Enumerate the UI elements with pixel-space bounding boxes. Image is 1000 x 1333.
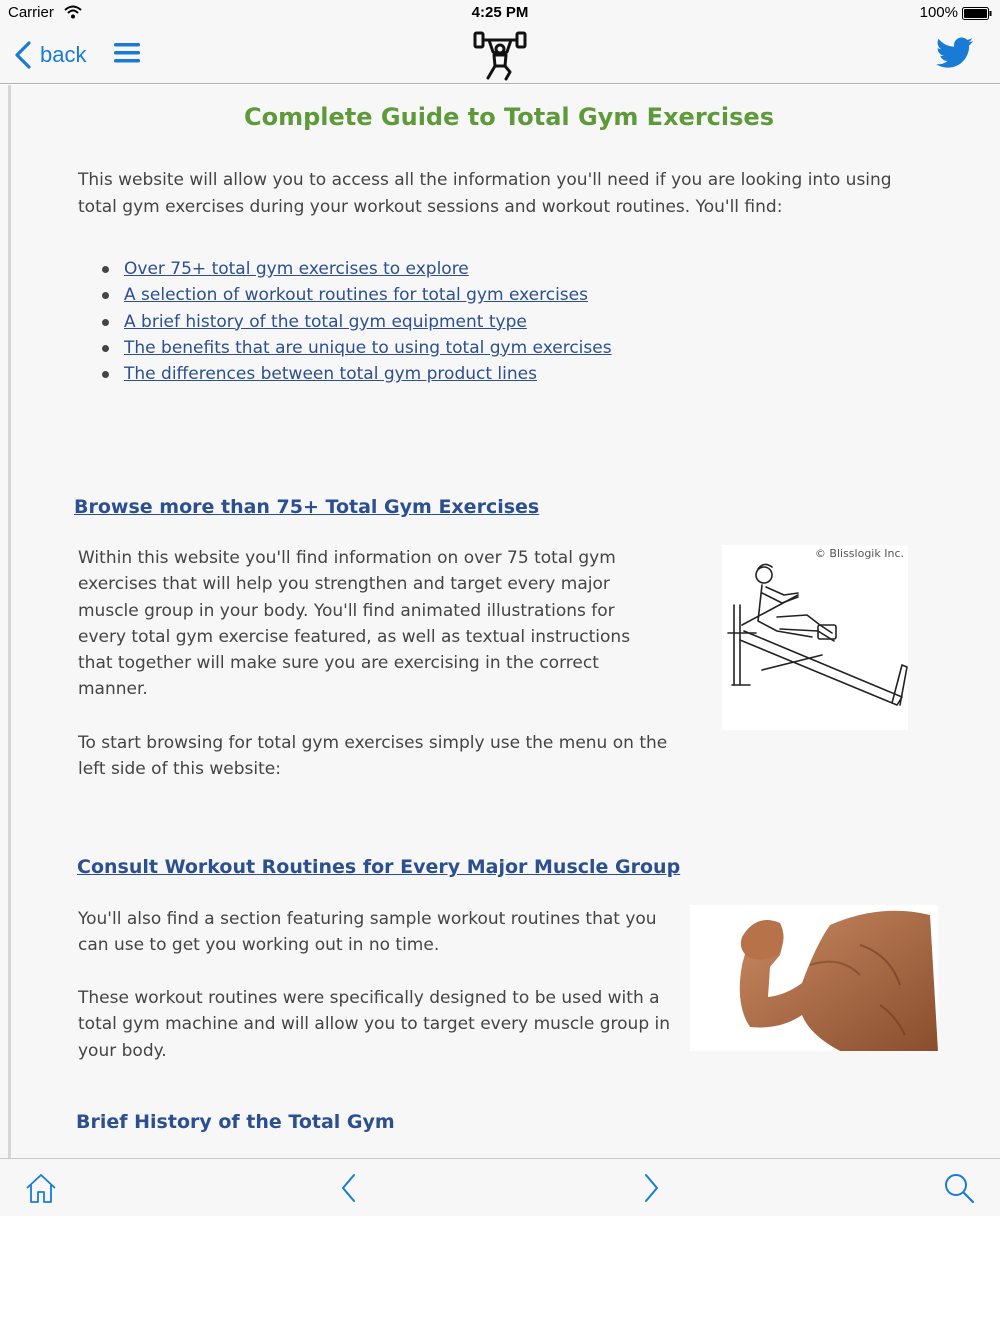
hamburger-menu-icon[interactable] — [114, 42, 140, 64]
back-label: back — [40, 42, 87, 67]
bullet-icon — [102, 319, 109, 326]
bullet-icon — [102, 292, 109, 299]
back-button[interactable] — [14, 38, 86, 72]
heading-browse-exercises[interactable]: Browse more than 75+ Total Gym Exercises — [74, 496, 540, 518]
list-item — [124, 361, 612, 387]
search-icon[interactable] — [942, 1171, 976, 1205]
link-exercises[interactable]: Over 75+ total gym exercises to explore — [124, 259, 469, 279]
bullet-icon — [102, 266, 109, 273]
routines-paragraph-2: These workout routines were specifically designed to be used with a total gym machine and will allow you to target every muscle group in your body. — [78, 988, 671, 1061]
routines-paragraph-1: You'll also find a section featuring sample workout routines that you can use to get you working out in no time. — [78, 909, 657, 956]
intro-paragraph: This website will allow you to access all the information you'll need if you are looking into using total gym exercises during your workout sessions and workout routines. You'll find: — [78, 170, 892, 217]
rowing-exercise-drawing — [722, 545, 908, 730]
chevron-right-icon[interactable] — [634, 1171, 668, 1205]
chevron-left-icon — [14, 41, 32, 69]
status-time: 4:25 PM — [471, 4, 529, 21]
heading-history: Brief History of the Total Gym — [76, 1111, 395, 1133]
bullet-icon — [102, 345, 109, 352]
browse-paragraph-1: Within this website you'll find information on over 75 total gym exercises that will help you strengthen and target every major muscle group in your body. You'll find animated illustrations for every total gym exercise featured, as well as textual instructions that together will make sure you are exercising in the correct manner. — [78, 548, 631, 700]
link-product-lines[interactable]: The differences between total gym product lines — [124, 364, 537, 385]
page-title: Complete Guide to Total Gym Exercises — [244, 103, 774, 131]
home-icon[interactable] — [24, 1171, 58, 1205]
browse-paragraph-2: To start browsing for total gym exercises simply use the menu on the left side of this website: — [78, 733, 668, 780]
carrier-label: Carrier — [8, 4, 54, 21]
content-divider — [8, 85, 11, 1158]
image-copyright: © Blisslogik Inc. — [814, 547, 904, 560]
bottom-toolbar — [0, 1158, 1000, 1216]
link-benefits[interactable]: The benefits that are unique to using total gym exercises — [124, 337, 612, 358]
flexed-arm-drawing — [690, 905, 938, 1051]
list-item — [124, 256, 612, 282]
navigation-bar — [0, 28, 1000, 84]
battery-icon — [962, 7, 992, 20]
bullet-icon — [102, 371, 109, 378]
status-bar — [0, 0, 1000, 28]
battery-percent: 100% — [919, 4, 958, 21]
chevron-left-icon[interactable] — [332, 1171, 366, 1205]
web-content[interactable] — [0, 85, 1000, 1158]
twitter-icon[interactable] — [936, 36, 974, 70]
exercise-illustration — [722, 545, 908, 730]
list-item — [124, 282, 612, 308]
feature-list — [124, 256, 612, 387]
flexed-arm-photo — [690, 905, 938, 1051]
list-item — [124, 335, 612, 361]
weightlifter-logo-icon — [472, 30, 528, 82]
link-history[interactable]: A brief history of the total gym equipment type — [124, 311, 527, 332]
list-item — [124, 309, 612, 335]
heading-workout-routines[interactable]: Consult Workout Routines for Every Major Muscle Group — [77, 856, 681, 878]
link-routines[interactable]: A selection of workout routines for total gym exercises — [124, 285, 588, 306]
